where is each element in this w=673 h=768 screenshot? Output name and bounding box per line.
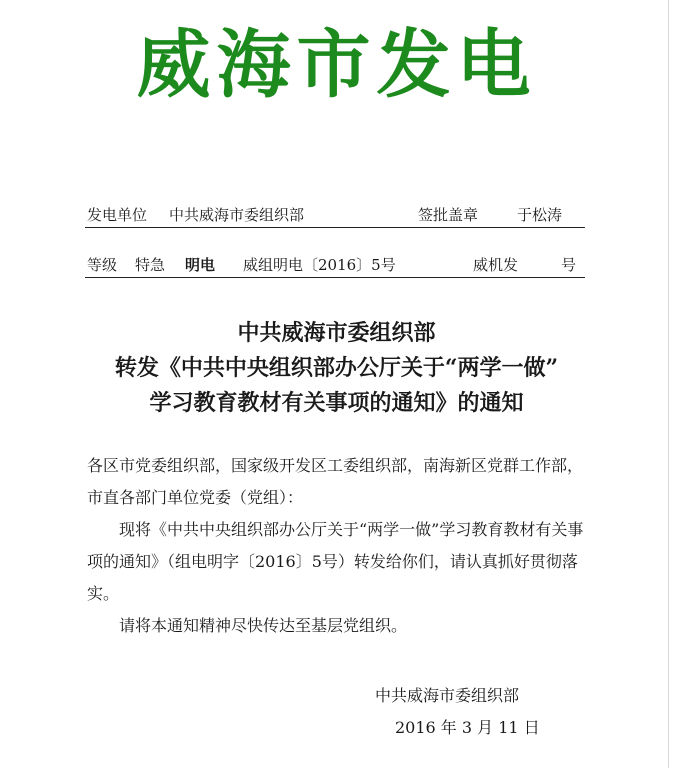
machine-number-suffix: 号 bbox=[561, 256, 577, 274]
level-label: 等级 bbox=[87, 256, 118, 274]
addressee: 各区市党委组织部，国家级开发区工委组织部，南海新区党群工作部，市直各部门单位党委（党组）： bbox=[87, 456, 584, 507]
title-line-3: 学习教育教材有关事项的通知》的通知 bbox=[149, 390, 524, 416]
approver-value: 于松涛 bbox=[517, 206, 563, 224]
open-telegram-label: 明电 bbox=[185, 256, 216, 274]
level-value: 特急 bbox=[135, 256, 166, 274]
masthead-title: 威海市发电 bbox=[136, 22, 537, 108]
sender-value: 中共威海市委组织部 bbox=[169, 206, 305, 224]
document-title bbox=[0, 316, 673, 421]
body-paragraph-2: 请将本通知精神尽快传达至基层党组织。 bbox=[119, 616, 408, 635]
sender-label: 发电单位 bbox=[87, 206, 148, 224]
signature-organization: 中共威海市委组织部 bbox=[375, 686, 520, 705]
title-line-2: 转发《中共中央组织部办公厅关于“两学一做” bbox=[114, 355, 559, 381]
header-row-sender bbox=[85, 203, 585, 228]
header-row-level bbox=[85, 253, 585, 278]
body-paragraph-1: 现将《中共中央组织部办公厅关于“两学一做”学习教育教材有关事项的通知》（组电明字〔2016〕5号）转发给你们，请认真抓好贯彻落实。 bbox=[87, 520, 584, 603]
machine-label: 威机发 bbox=[473, 256, 519, 274]
signature-date: 2016 年 3 月 11 日 bbox=[395, 718, 540, 737]
document-number: 威组明电〔2016〕5号 bbox=[243, 256, 396, 274]
document-body bbox=[87, 450, 592, 642]
title-line-1: 中共威海市委组织部 bbox=[237, 320, 436, 346]
approver-label: 签批盖章 bbox=[418, 206, 479, 224]
